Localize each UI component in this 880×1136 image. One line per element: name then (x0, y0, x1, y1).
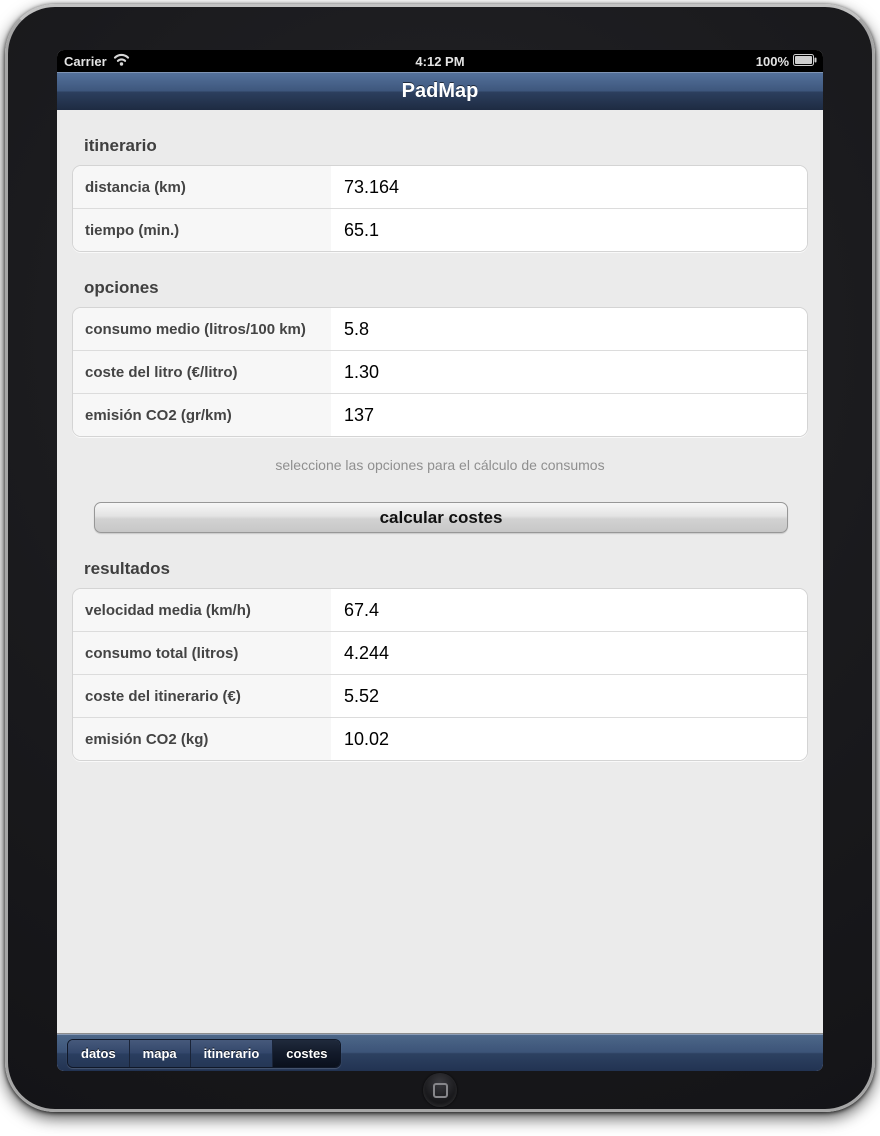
table-row (73, 308, 807, 350)
co2-kg-value: 10.02 (331, 718, 807, 760)
itinerary-cost-value: 5.52 (331, 675, 807, 717)
table-group-resultados (72, 588, 808, 761)
table-row (73, 717, 807, 760)
table-row (73, 350, 807, 393)
calculate-costs-button[interactable]: calcular costes (94, 502, 788, 533)
home-button[interactable] (423, 1073, 457, 1107)
table-row (73, 674, 807, 717)
row-label: coste del litro (€/litro) (73, 351, 331, 393)
co2-emission-field[interactable]: 137 (331, 394, 807, 436)
content (57, 136, 823, 761)
table-row (73, 166, 807, 208)
battery-percent: 100% (755, 53, 789, 69)
tab-costes[interactable]: costes (273, 1040, 340, 1067)
tab-mapa[interactable]: mapa (130, 1040, 191, 1067)
table-group-itinerario (72, 165, 808, 252)
avg-consumption-field[interactable]: 5.8 (331, 308, 807, 350)
section-header-itinerario: itinerario (84, 136, 157, 155)
options-hint: seleccione las opciones para el cálculo de consumos (275, 457, 605, 473)
table-row (73, 393, 807, 436)
total-consumption-value: 4.244 (331, 632, 807, 674)
row-label: emisión CO2 (gr/km) (73, 394, 331, 436)
table-row (73, 631, 807, 674)
time-value: 65.1 (331, 209, 807, 251)
liter-cost-field[interactable]: 1.30 (331, 351, 807, 393)
clock: 4:12 PM (415, 53, 465, 69)
app-screen (57, 50, 823, 1071)
carrier-label: Carrier (64, 53, 107, 69)
tab-itinerario[interactable]: itinerario (191, 1040, 274, 1067)
home-square-icon (433, 1083, 448, 1098)
section-header-opciones: opciones (84, 278, 159, 297)
row-label: emisión CO2 (kg) (73, 718, 331, 760)
ipad-frame (5, 4, 875, 1112)
table-row (73, 208, 807, 251)
row-label: distancia (km) (73, 166, 331, 208)
nav-bar (57, 72, 823, 110)
tab-datos[interactable]: datos (68, 1040, 130, 1067)
row-label: velocidad media (km/h) (73, 589, 331, 631)
avg-speed-value: 67.4 (331, 589, 807, 631)
row-label: consumo total (litros) (73, 632, 331, 674)
view-segmented-control (67, 1039, 341, 1068)
section-header-resultados: resultados (84, 559, 170, 578)
status-bar (57, 50, 823, 72)
page-title: PadMap (401, 80, 479, 102)
tab-bar (57, 1034, 823, 1071)
row-label: tiempo (min.) (73, 209, 331, 251)
table-row (73, 589, 807, 631)
row-label: coste del itinerario (€) (73, 675, 331, 717)
distance-value: 73.164 (331, 166, 807, 208)
table-group-opciones (72, 307, 808, 437)
row-label: consumo medio (litros/100 km) (73, 308, 331, 350)
